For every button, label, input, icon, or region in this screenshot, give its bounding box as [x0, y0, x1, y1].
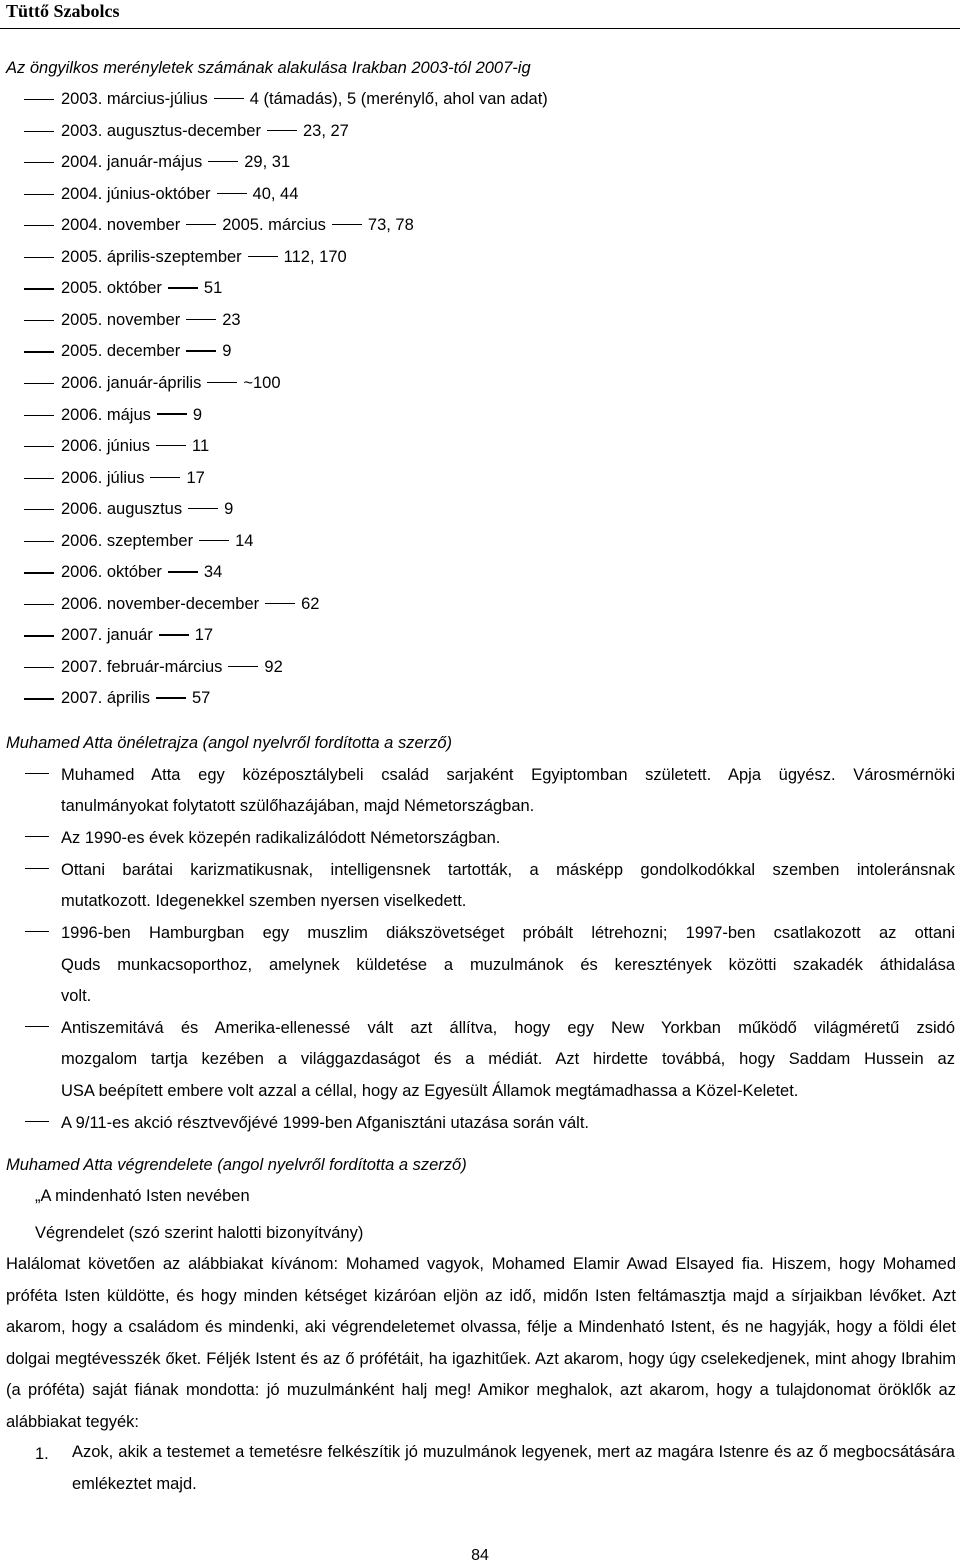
timeline-separator	[186, 224, 216, 225]
timeline-item	[61, 310, 241, 330]
timeline-item	[61, 373, 281, 393]
bio-bullet-4-cont: Quds munkacsoporthoz, amelynek küldetése a muzulmánok és keresztények közötti szakadék áthidalása	[61, 956, 955, 974]
timeline-separator	[199, 540, 229, 541]
timeline-separator	[156, 445, 186, 446]
timeline-separator	[248, 256, 278, 257]
timeline-period: 2005. október	[61, 279, 162, 298]
timeline-item	[61, 184, 298, 204]
page-header	[0, 0, 960, 29]
timeline-value: 40, 44	[252, 184, 299, 203]
timeline-item	[61, 341, 231, 361]
bio-bullet-5-end: USA beépített embere volt azzal a céllal, hogy az Egyesült Államok megtámadhassa a Közel-Keletet.	[61, 1082, 799, 1100]
timeline-period: 2007. február-március	[61, 657, 223, 676]
timeline-period: 2004. június-október	[61, 184, 211, 203]
timeline-period: 2004. november	[61, 216, 181, 235]
timeline-separator	[332, 224, 362, 225]
timeline-period: 2003. augusztus-december	[61, 121, 261, 140]
timeline-dash	[24, 446, 54, 447]
timeline-item	[61, 625, 213, 645]
timeline-value: 23, 27	[302, 121, 349, 140]
timeline-value: 9	[222, 342, 232, 361]
timeline-item	[61, 562, 222, 582]
timeline-item	[61, 405, 202, 425]
timeline-value: 29, 31	[244, 153, 291, 172]
bio-bullet-4: 1996-ben Hamburgban egy muszlim diákszövetséget próbált létrehozni; 1997-ben csatlakozott az ottani	[61, 924, 955, 942]
timeline-dash	[24, 509, 54, 510]
bio-bullet-2: Az 1990-es évek közepén radikalizálódott Németországban.	[61, 829, 501, 847]
timeline-value: 34	[203, 563, 223, 582]
timeline-dash	[24, 162, 54, 163]
timeline-period: 2006. június	[61, 437, 150, 456]
timeline-item	[61, 499, 233, 519]
timeline-dash	[24, 288, 54, 289]
timeline-period: 2006. szeptember	[61, 531, 194, 550]
timeline-dash	[24, 320, 54, 321]
timeline-value: 17	[194, 626, 214, 645]
bio-bullet-5-cont: mozgalom tartja kezében a világgazdaságot és a médiát. Azt hirdette továbbá, hogy Saddam Hussein az	[61, 1050, 955, 1068]
timeline-dash	[24, 257, 54, 258]
timeline-value: 4 (támadás), 5 (merénylő, ahol van adat)	[249, 90, 548, 108]
timeline-period: 2006. október	[61, 563, 162, 582]
timeline-period: 2006. augusztus	[61, 500, 183, 519]
bio-bullet-3: Ottani barátai karizmatikusnak, intelligensnek tartották, a másképp gondolkodókkal szemben intoleránsnak	[61, 861, 955, 879]
timeline-separator	[265, 603, 295, 604]
will-list-item: Azok, akik a testemet a temetésre felkészítik jó muzulmánok legyenek, mert az magára Istenre és az ő megbocsátására emlékeztet majd.	[72, 1443, 955, 1493]
timeline-value: 23	[222, 310, 241, 329]
timeline-value: 92	[264, 657, 283, 676]
timeline-separator	[156, 697, 186, 698]
timeline-dash	[24, 194, 54, 195]
timeline-period: 2005. november	[61, 310, 181, 329]
timeline-item	[61, 594, 319, 614]
timeline-period: 2006. november-december	[61, 594, 260, 613]
timeline-dash	[24, 698, 54, 699]
bullet-dash	[25, 1026, 49, 1027]
bio-bullet-5: Antiszemitává és Amerika-ellenessé vált azt állítva, hogy egy New Yorkban működő világméretű zsidó	[61, 1019, 955, 1037]
timeline-separator	[186, 350, 216, 351]
timeline-value: ~100	[243, 373, 281, 392]
bullet-dash	[25, 931, 49, 932]
timeline-value-2: 73, 78	[367, 216, 414, 235]
timeline-value: 11	[192, 437, 210, 456]
timeline-value: 9	[192, 405, 203, 424]
timeline-separator	[267, 130, 297, 131]
timeline-dash	[24, 604, 54, 605]
timeline-item	[61, 531, 253, 551]
timeline-value: 9	[224, 500, 234, 519]
will-paragraph: Halálomat követően az alábbiakat kívánom: Mohamed vagyok, Mohamed Elamir Awad Elsayed fia. Hiszem, hogy Mohamed próféta Isten küldötte, és hogy minden kétséget kizáróan eljön az idő, midőn Isten feltámasztja majd a sírjaikban lévőket. Azt akarom, hogy a családom és mindenki, aki végrendeletemet olvassa, félje a Mindenható Istent, és ne hagyják, hogy a földi élet dolgai megtévesszék őket. Féljék Istent és az ő prófétáit, ha igazhitűek. Azt akarom, hogy úgy cselekedjenek, mint ahogy Ibrahim (a próféta) saját fiának mondotta: jó muzulmánként halj meg! Amikor meghalok, azt akarom, hogy a tulajdonomat öröklők az alábbiakat tegyék:	[6, 1255, 956, 1431]
bullet-dash	[25, 1121, 49, 1122]
section3-heading: Muhamed Atta végrendelete (angol nyelvről fordította a szerző)	[6, 1156, 467, 1174]
timeline-item	[61, 436, 209, 456]
timeline-period: 2005. december	[61, 342, 181, 361]
timeline-separator	[168, 287, 198, 288]
timeline-separator	[168, 571, 198, 572]
bullet-dash	[25, 773, 49, 774]
timeline-dash	[24, 635, 54, 636]
timeline-dash	[24, 667, 54, 668]
timeline-period: 2007. április	[61, 689, 150, 708]
section1-heading: Az öngyilkos merényletek számának alakulása Irakban 2003-tól 2007-ig	[6, 59, 531, 77]
timeline-separator	[186, 319, 216, 320]
timeline-item	[61, 89, 548, 109]
timeline-dash	[24, 541, 54, 542]
timeline-item	[61, 121, 349, 141]
bullet-dash	[25, 868, 49, 869]
header-title: Tüttő Szabolcs	[6, 1, 120, 21]
timeline-value: 51	[203, 279, 223, 298]
timeline-item	[61, 247, 347, 267]
timeline-dash	[24, 478, 54, 479]
timeline-separator	[188, 508, 218, 509]
list-number: 1.	[35, 1445, 49, 1463]
timeline-value: 17	[186, 468, 205, 487]
timeline-item	[61, 688, 210, 708]
timeline-period: 2006. július	[61, 468, 145, 487]
timeline-dash	[24, 225, 54, 226]
timeline-value: 112, 170	[283, 247, 347, 266]
timeline-dash	[24, 572, 54, 573]
timeline-dash	[24, 351, 54, 352]
timeline-period: 2003. március-július	[61, 90, 208, 108]
timeline-separator	[159, 634, 189, 635]
timeline-separator	[208, 161, 238, 162]
will-subtitle: Végrendelet (szó szerint halotti bizonyítvány)	[35, 1224, 364, 1242]
timeline-value: 62	[301, 594, 320, 613]
timeline-separator	[228, 666, 258, 667]
timeline-item	[61, 278, 222, 298]
timeline-period: 2007. január	[61, 626, 153, 645]
bullet-dash	[25, 836, 49, 837]
timeline-dash	[24, 99, 54, 100]
timeline-separator	[217, 193, 247, 194]
timeline-item	[61, 152, 290, 172]
timeline-dash	[24, 383, 54, 384]
bio-bullet-1-cont: tanulmányokat folytatott szülőhazájában, majd Németországban.	[61, 797, 535, 815]
timeline-period: 2006. május	[61, 405, 151, 424]
bio-bullet-1: Muhamed Atta egy középosztálybeli család sarjaként Egyiptomban született. Apja ügyész. Városmérnöki	[61, 766, 955, 784]
timeline-dash	[24, 415, 54, 416]
timeline-separator	[150, 477, 180, 478]
timeline-item	[61, 657, 283, 677]
timeline-value: 2005. március	[222, 216, 326, 235]
timeline-separator	[214, 98, 244, 99]
timeline-period: 2004. január-május	[61, 153, 203, 172]
timeline-period: 2006. január-április	[61, 373, 202, 392]
page-number: 84	[471, 1547, 489, 1564]
timeline-item	[61, 215, 414, 235]
timeline-dash	[24, 131, 54, 132]
section2-heading: Muhamed Atta önéletrajza (angol nyelvről fordította a szerző)	[6, 734, 453, 752]
will-opening: „A mindenható Isten nevében	[35, 1187, 250, 1205]
timeline-separator	[157, 413, 187, 414]
timeline-separator	[207, 382, 237, 383]
timeline-value: 14	[235, 531, 254, 550]
bio-bullet-3-cont: mutatkozott. Idegenekkel szemben nyersen viselkedett.	[61, 892, 467, 910]
bio-bullet-4-end: volt.	[61, 987, 92, 1005]
bio-bullet-6: A 9/11-es akció résztvevőjévé 1999-ben Afganisztáni utazása során vált.	[61, 1114, 590, 1132]
timeline-period: 2005. április-szeptember	[61, 247, 242, 266]
timeline-value: 57	[191, 689, 211, 708]
timeline-item	[61, 468, 205, 488]
